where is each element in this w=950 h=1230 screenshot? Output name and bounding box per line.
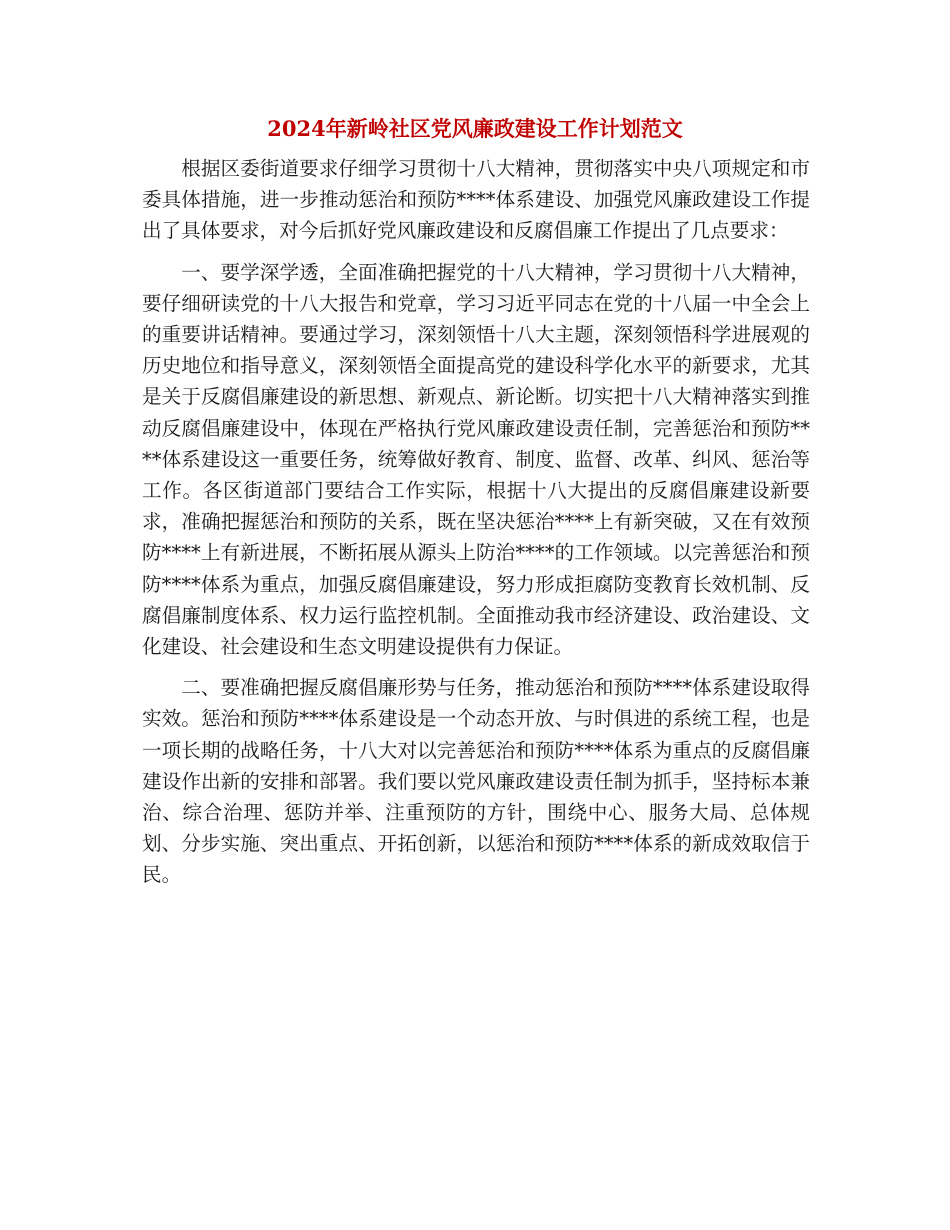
document-title: 2024年新岭社区党风廉政建设工作计划范文 bbox=[267, 116, 683, 141]
paragraph-section-1: 一、要学深学透，全面准确把握党的十八大精神，学习贯彻十八大精神，要仔细研读党的十八大报告和党章，学习习近平同志在党的十八届一中全会上的重要讲话精神。要通过学习，深刻领悟十八大主题，深刻领悟科学进展观的历史地位和指导意义，深刻领悟全面提高党的建设科学化水平的新要求，尤其是关于反腐倡廉建设的新思想、新观点、新论断。切实把十八大精神落实到推动反腐倡廉建设中，体现在严格执行党风廉政建设责任制，完善惩治和预防****体系建设这一重要任务，统筹做好教育、制度、监督、改革、纠风、惩治等工作。各区街道部门要结合工作实际，根据十八大提出的反腐倡廉建设新要求，准确把握惩治和预防的关系，既在坚决惩治****上有新突破，又在有效预防****上有新进展，不断拓展从源头上防治****的工作领域。以完善惩治和预防****体系为重点，加强反腐倡廉建设，努力形成拒腐防变教育长效机制、反腐倡廉制度体系、权力运行监控机制。全面推动我市经济建设、政治建设、文化建设、社会建设和生态文明建设提供有力保证。 bbox=[142, 260, 810, 659]
paragraph-intro: 根据区委街道要求仔细学习贯彻十八大精神，贯彻落实中央八项规定和市委具体措施，进一步推动惩治和预防****体系建设、加强党风廉政建设工作提出了具体要求，对今后抓好党风廉政建设和反腐倡廉工作提出了几点要求： bbox=[142, 157, 810, 243]
document-body bbox=[142, 153, 810, 901]
paragraph-section-2: 二、要准确把握反腐倡廉形势与任务，推动惩治和预防****体系建设取得实效。惩治和预防****体系建设是一个动态开放、与时俱进的系统工程，也是一项长期的战略任务，十八大对以完善惩治和预防****体系为重点的反腐倡廉建设作出新的安排和部署。我们要以党风廉政建设责任制为抓手，坚持标本兼治、综合治理、惩防并举、注重预防的方针，围绕中心、服务大局、总体规划、分步实施、突出重点、开拓创新，以惩治和预防****体系的新成效取信于民。 bbox=[142, 676, 810, 887]
